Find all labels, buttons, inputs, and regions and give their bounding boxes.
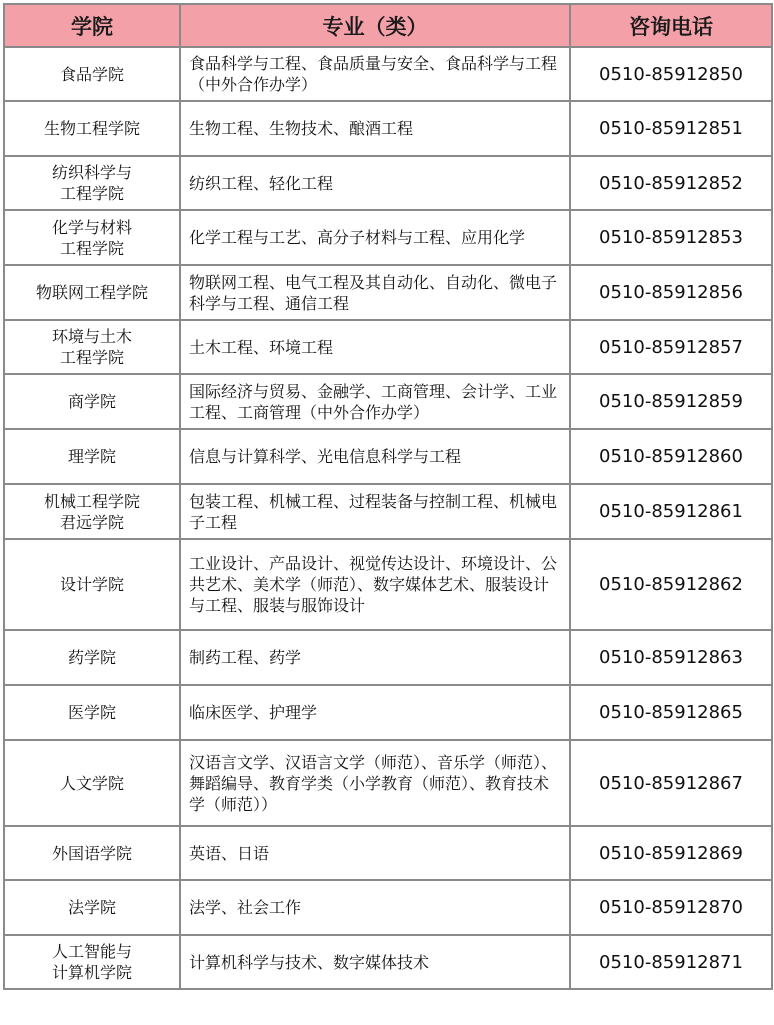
college-line: 工程学院	[59, 184, 124, 203]
phone-cell: 0510-85912862	[570, 539, 772, 630]
major-cell: 物联网工程、电气工程及其自动化、自动化、微电子科学与工程、通信工程	[180, 265, 570, 320]
college-cell	[4, 935, 180, 989]
major-cell: 化学工程与工艺、高分子材料与工程、应用化学	[180, 210, 570, 265]
college-cell: 外国语学院	[4, 826, 180, 880]
phone-cell: 0510-85912860	[570, 429, 772, 484]
college-cell	[4, 320, 180, 374]
college-cell: 医学院	[4, 685, 180, 740]
college-cell: 人文学院	[4, 740, 180, 826]
table-row	[4, 265, 772, 320]
major-cell: 计算机科学与技术、数字媒体技术	[180, 935, 570, 989]
table-row	[4, 101, 772, 156]
college-cell	[4, 210, 180, 265]
major-cell: 法学、社会工作	[180, 880, 570, 935]
major-cell: 英语、日语	[180, 826, 570, 880]
major-cell: 制药工程、药学	[180, 630, 570, 685]
phone-cell: 0510-85912870	[570, 880, 772, 935]
major-cell: 汉语言文学、汉语言文学（师范）、音乐学（师范）、舞蹈编导、教育学类（小学教育（师范）、教育技术学（师范））	[180, 740, 570, 826]
phone-cell: 0510-85912859	[570, 374, 772, 429]
phone-cell: 0510-85912851	[570, 101, 772, 156]
college-line: 环境与土木	[51, 327, 132, 346]
header-row	[4, 4, 772, 47]
college-cell: 物联网工程学院	[4, 265, 180, 320]
table-body	[4, 47, 772, 989]
phone-cell: 0510-85912853	[570, 210, 772, 265]
table-row	[4, 935, 772, 989]
college-cell: 理学院	[4, 429, 180, 484]
table-row	[4, 320, 772, 374]
phone-cell: 0510-85912871	[570, 935, 772, 989]
major-cell: 食品科学与工程、食品质量与安全、食品科学与工程（中外合作办学）	[180, 47, 570, 101]
table-row	[4, 374, 772, 429]
college-cell: 法学院	[4, 880, 180, 935]
college-cell: 商学院	[4, 374, 180, 429]
major-cell: 包装工程、机械工程、过程装备与控制工程、机械电子工程	[180, 484, 570, 539]
table-row	[4, 740, 772, 826]
phone-cell: 0510-85912867	[570, 740, 772, 826]
college-cell: 设计学院	[4, 539, 180, 630]
college-cell	[4, 484, 180, 539]
college-contact-table	[3, 3, 773, 990]
phone-cell: 0510-85912861	[570, 484, 772, 539]
college-line: 君远学院	[59, 512, 124, 532]
table-row	[4, 539, 772, 630]
table-row	[4, 685, 772, 740]
table-row	[4, 484, 772, 539]
phone-cell: 0510-85912863	[570, 630, 772, 685]
table-row	[4, 156, 772, 210]
table-row	[4, 429, 772, 484]
major-cell: 临床医学、护理学	[180, 685, 570, 740]
header-phone: 咨询电话	[570, 4, 772, 47]
table-row	[4, 210, 772, 265]
college-line: 工程学院	[59, 348, 124, 367]
major-cell: 生物工程、生物技术、酿酒工程	[180, 101, 570, 156]
college-line: 工程学院	[59, 238, 124, 258]
college-line: 机械工程学院	[43, 491, 140, 511]
college-line: 计算机学院	[51, 963, 132, 982]
major-cell: 纺织工程、轻化工程	[180, 156, 570, 210]
college-cell: 生物工程学院	[4, 101, 180, 156]
college-line: 纺织科学与	[51, 163, 132, 182]
phone-cell: 0510-85912852	[570, 156, 772, 210]
college-line: 人工智能与	[51, 942, 132, 961]
phone-cell: 0510-85912856	[570, 265, 772, 320]
major-cell: 信息与计算科学、光电信息科学与工程	[180, 429, 570, 484]
table-row	[4, 826, 772, 880]
major-cell: 土木工程、环境工程	[180, 320, 570, 374]
phone-cell: 0510-85912857	[570, 320, 772, 374]
header-college: 学院	[4, 4, 180, 47]
college-cell: 药学院	[4, 630, 180, 685]
major-cell: 国际经济与贸易、金融学、工商管理、会计学、工业工程、工商管理（中外合作办学）	[180, 374, 570, 429]
header-major: 专业（类）	[180, 4, 570, 47]
college-line: 化学与材料	[51, 217, 132, 237]
college-cell: 食品学院	[4, 47, 180, 101]
table-row	[4, 630, 772, 685]
major-cell: 工业设计、产品设计、视觉传达设计、环境设计、公共艺术、美术学（师范）、数字媒体艺术、服装设计与工程、服装与服饰设计	[180, 539, 570, 630]
phone-cell: 0510-85912869	[570, 826, 772, 880]
college-cell	[4, 156, 180, 210]
phone-cell: 0510-85912850	[570, 47, 772, 101]
table-row	[4, 47, 772, 101]
phone-cell: 0510-85912865	[570, 685, 772, 740]
table-row	[4, 880, 772, 935]
